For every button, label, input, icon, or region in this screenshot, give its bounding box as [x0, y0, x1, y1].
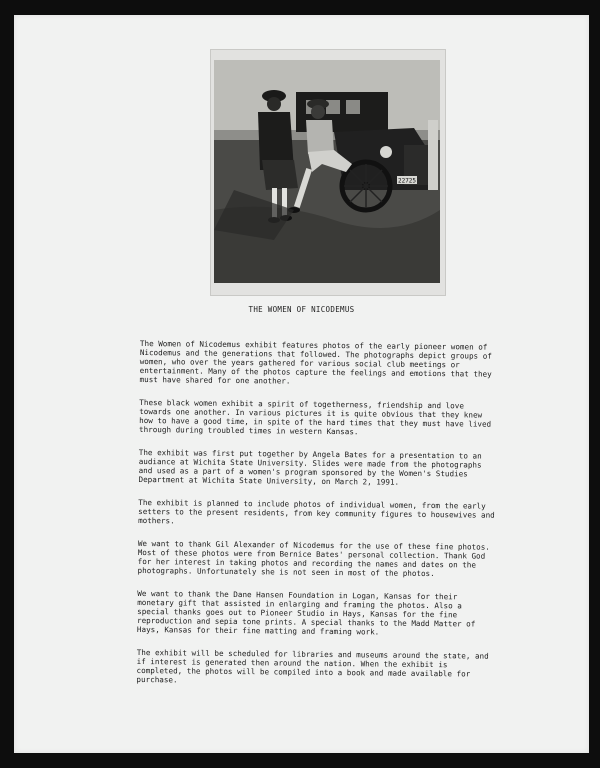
body-text — [136, 339, 500, 702]
paragraph-2: These black women exhibit a spirit of togetherness, friendship and love towards one another. In various pictures it is quite obvious that they knew how to have a good time, in spite of the hard times that they must have lived through during troubled times in western Kansas. — [139, 397, 492, 437]
paragraph-5: We want to thank Gil Alexander of Nicodemus for the use of these fine photos. Most of these photos were from Bernice Bates' personal collection. Thank God for her interest in taking photos and recording the names and dates on the photographs. Unfortunately she is not seen in most of the photos. — [137, 538, 490, 579]
document-page — [14, 15, 589, 753]
paragraph-7: The exhibit will be scheduled for libraries and museums around the state, and if interest is generated then around the nation. When the exhibit is completed, the photos will be compiled into a book and made available for purchase. — [136, 647, 489, 685]
paragraph-1: The Women of Nicodemus exhibit features photos of the early pioneer women of Nicodemus and the generations that followed. The photographs depict groups of women, who over the years gathered for various social club meetings or entertainment. Many of the photos capture the feelings and emotions that they must have shared for one another. — [139, 339, 492, 386]
paragraph-3: The exhibit was first put together by Angela Bates for a presentation to an audiance at Wichita State University. Slides were made from the photographs and used as a part of a women's program sponsored by the Women's Studies Department at Wichita State University, on March 2, 1991. — [138, 447, 482, 487]
photo-illustration — [214, 60, 440, 283]
paragraph-6: We want to thank the Dane Hansen Foundation in Logan, Kansas for their monetary gift that assisted in enlarging and framing the photos. Also a special thanks goes out to Pioneer Studio in Hays, Kansas for the fine reproduction and sepia tone prints. A special thanks to the Madd Matter of Hays, Kansas for their fine matting and framing work. — [136, 588, 476, 637]
historic-photo — [214, 60, 440, 283]
plate-number: 22725 — [397, 177, 417, 185]
paragraph-4: The exhibit is planned to include photos of individual women, from the early setters to the present residents, from key community figures to housewives and mothers. — [138, 497, 495, 526]
photo-frame — [210, 49, 446, 296]
photo-caption: THE WOMEN OF NICODEMUS — [248, 305, 355, 314]
